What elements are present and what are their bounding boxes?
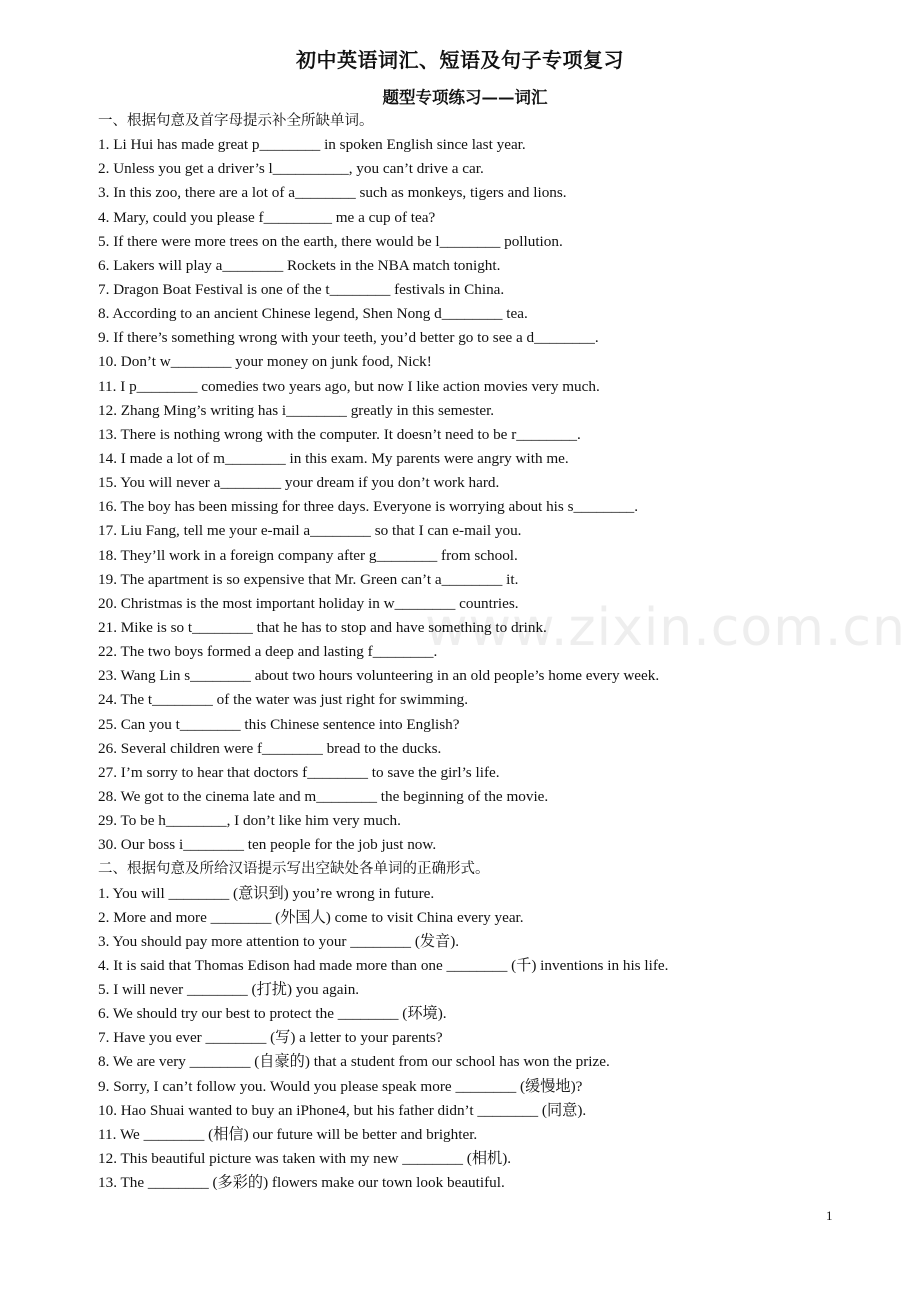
question-item: 5. If there were more trees on the earth, there would be l________ pollution. <box>98 232 563 250</box>
question-item: 30. Our boss i________ ten people for the job just now. <box>98 836 437 854</box>
question-item: 1. Li Hui has made great p________ in spoken English since last year. <box>98 136 526 154</box>
question-item: 5. I will never ________ (打扰) you again. <box>98 981 360 999</box>
question-item: 10. Hao Shuai wanted to buy an iPhone4, but his father didn’t ________ (同意). <box>98 1101 587 1119</box>
section-1-heading: 一、根据句意及首字母提示补全所缺单词。 <box>98 113 374 129</box>
question-item: 4. Mary, could you please f_________ me a cup of tea? <box>98 208 436 226</box>
question-item: 9. If there’s something wrong with your teeth, you’d better go to see a d________. <box>98 329 599 347</box>
question-item: 3. You should pay more attention to your ________ (发音). <box>98 932 460 950</box>
question-item: 13. The ________ (多彩的) flowers make our town look beautiful. <box>98 1174 505 1192</box>
question-item: 11. I p________ comedies two years ago, but now I like action movies very much. <box>98 377 600 395</box>
question-item: 14. I made a lot of m________ in this exam. My parents were angry with me. <box>98 449 569 467</box>
watermark: www.zixin.com.cn <box>425 598 906 658</box>
question-item: 11. We ________ (相信) our future will be better and brighter. <box>98 1125 478 1143</box>
document-title: 初中英语词汇、短语及句子专项复习 <box>296 48 624 72</box>
question-item: 7. Have you ever ________ (写) a letter to your parents? <box>98 1029 443 1047</box>
question-item: 28. We got to the cinema late and m________ the beginning of the movie. <box>98 787 549 805</box>
question-item: 25. Can you t________ this Chinese sentence into English? <box>98 715 460 733</box>
question-item: 7. Dragon Boat Festival is one of the t________ festivals in China. <box>98 280 505 298</box>
question-item: 4. It is said that Thomas Edison had made more than one ________ (千) inventions in his life. <box>98 956 669 974</box>
question-item: 2. More and more ________ (外国人) come to visit China every year. <box>98 908 524 926</box>
question-item: 13. There is nothing wrong with the computer. It doesn’t need to be r________. <box>98 425 581 443</box>
question-item: 10. Don’t w________ your money on junk food, Nick! <box>98 353 432 371</box>
question-item: 27. I’m sorry to hear that doctors f________ to save the girl’s life. <box>98 763 500 781</box>
question-item: 12. Zhang Ming’s writing has i________ greatly in this semester. <box>98 401 495 419</box>
question-item: 21. Mike is so t________ that he has to stop and have something to drink. <box>98 618 547 636</box>
question-item: 24. The t________ of the water was just right for swimming. <box>98 691 469 709</box>
question-item: 2. Unless you get a driver’s l__________, you can’t drive a car. <box>98 160 484 178</box>
question-item: 8. We are very ________ (自豪的) that a student from our school has won the prize. <box>98 1053 610 1071</box>
question-item: 8. According to an ancient Chinese legend, Shen Nong d________ tea. <box>98 305 528 323</box>
section-1-questions <box>98 133 888 857</box>
question-item: 6. We should try our best to protect the ________ (环境). <box>98 1005 447 1023</box>
section-2-heading: 二、根据句意及所给汉语提示写出空缺处各单词的正确形式。 <box>98 861 490 878</box>
question-item: 16. The boy has been missing for three days. Everyone is worrying about his s________. <box>98 498 639 516</box>
question-item: 20. Christmas is the most important holiday in w________ countries. <box>98 594 519 612</box>
question-item: 18. They’ll work in a foreign company after g________ from school. <box>98 546 518 564</box>
document-subtitle: 题型专项练习——词汇 <box>382 88 548 107</box>
question-item: 9. Sorry, I can’t follow you. Would you please speak more ________ (缓慢地)? <box>98 1077 583 1095</box>
question-item: 26. Several children were f________ bread to the ducks. <box>98 739 442 757</box>
question-item: 3. In this zoo, there are a lot of a________ such as monkeys, tigers and lions. <box>98 184 567 202</box>
question-item: 6. Lakers will play a________ Rockets in the NBA match tonight. <box>98 256 501 274</box>
exercise-content <box>98 109 888 1195</box>
question-item: 17. Liu Fang, tell me your e-mail a________ so that I can e-mail you. <box>98 522 522 540</box>
question-item: 23. Wang Lin s________ about two hours volunteering in an old people’s home every week. <box>98 667 660 685</box>
section-2-questions <box>98 882 888 1196</box>
page-number: 1 <box>826 1208 833 1223</box>
question-item: 1. You will ________ (意识到) you’re wrong in future. <box>98 884 435 902</box>
question-item: 22. The two boys formed a deep and lasting f________. <box>98 643 438 661</box>
question-item: 12. This beautiful picture was taken with my new ________ (相机). <box>98 1150 512 1168</box>
question-item: 15. You will never a________ your dream if you don’t work hard. <box>98 474 500 492</box>
question-item: 29. To be h________, I don’t like him very much. <box>98 812 401 830</box>
question-item: 19. The apartment is so expensive that Mr. Green can’t a________ it. <box>98 570 519 588</box>
